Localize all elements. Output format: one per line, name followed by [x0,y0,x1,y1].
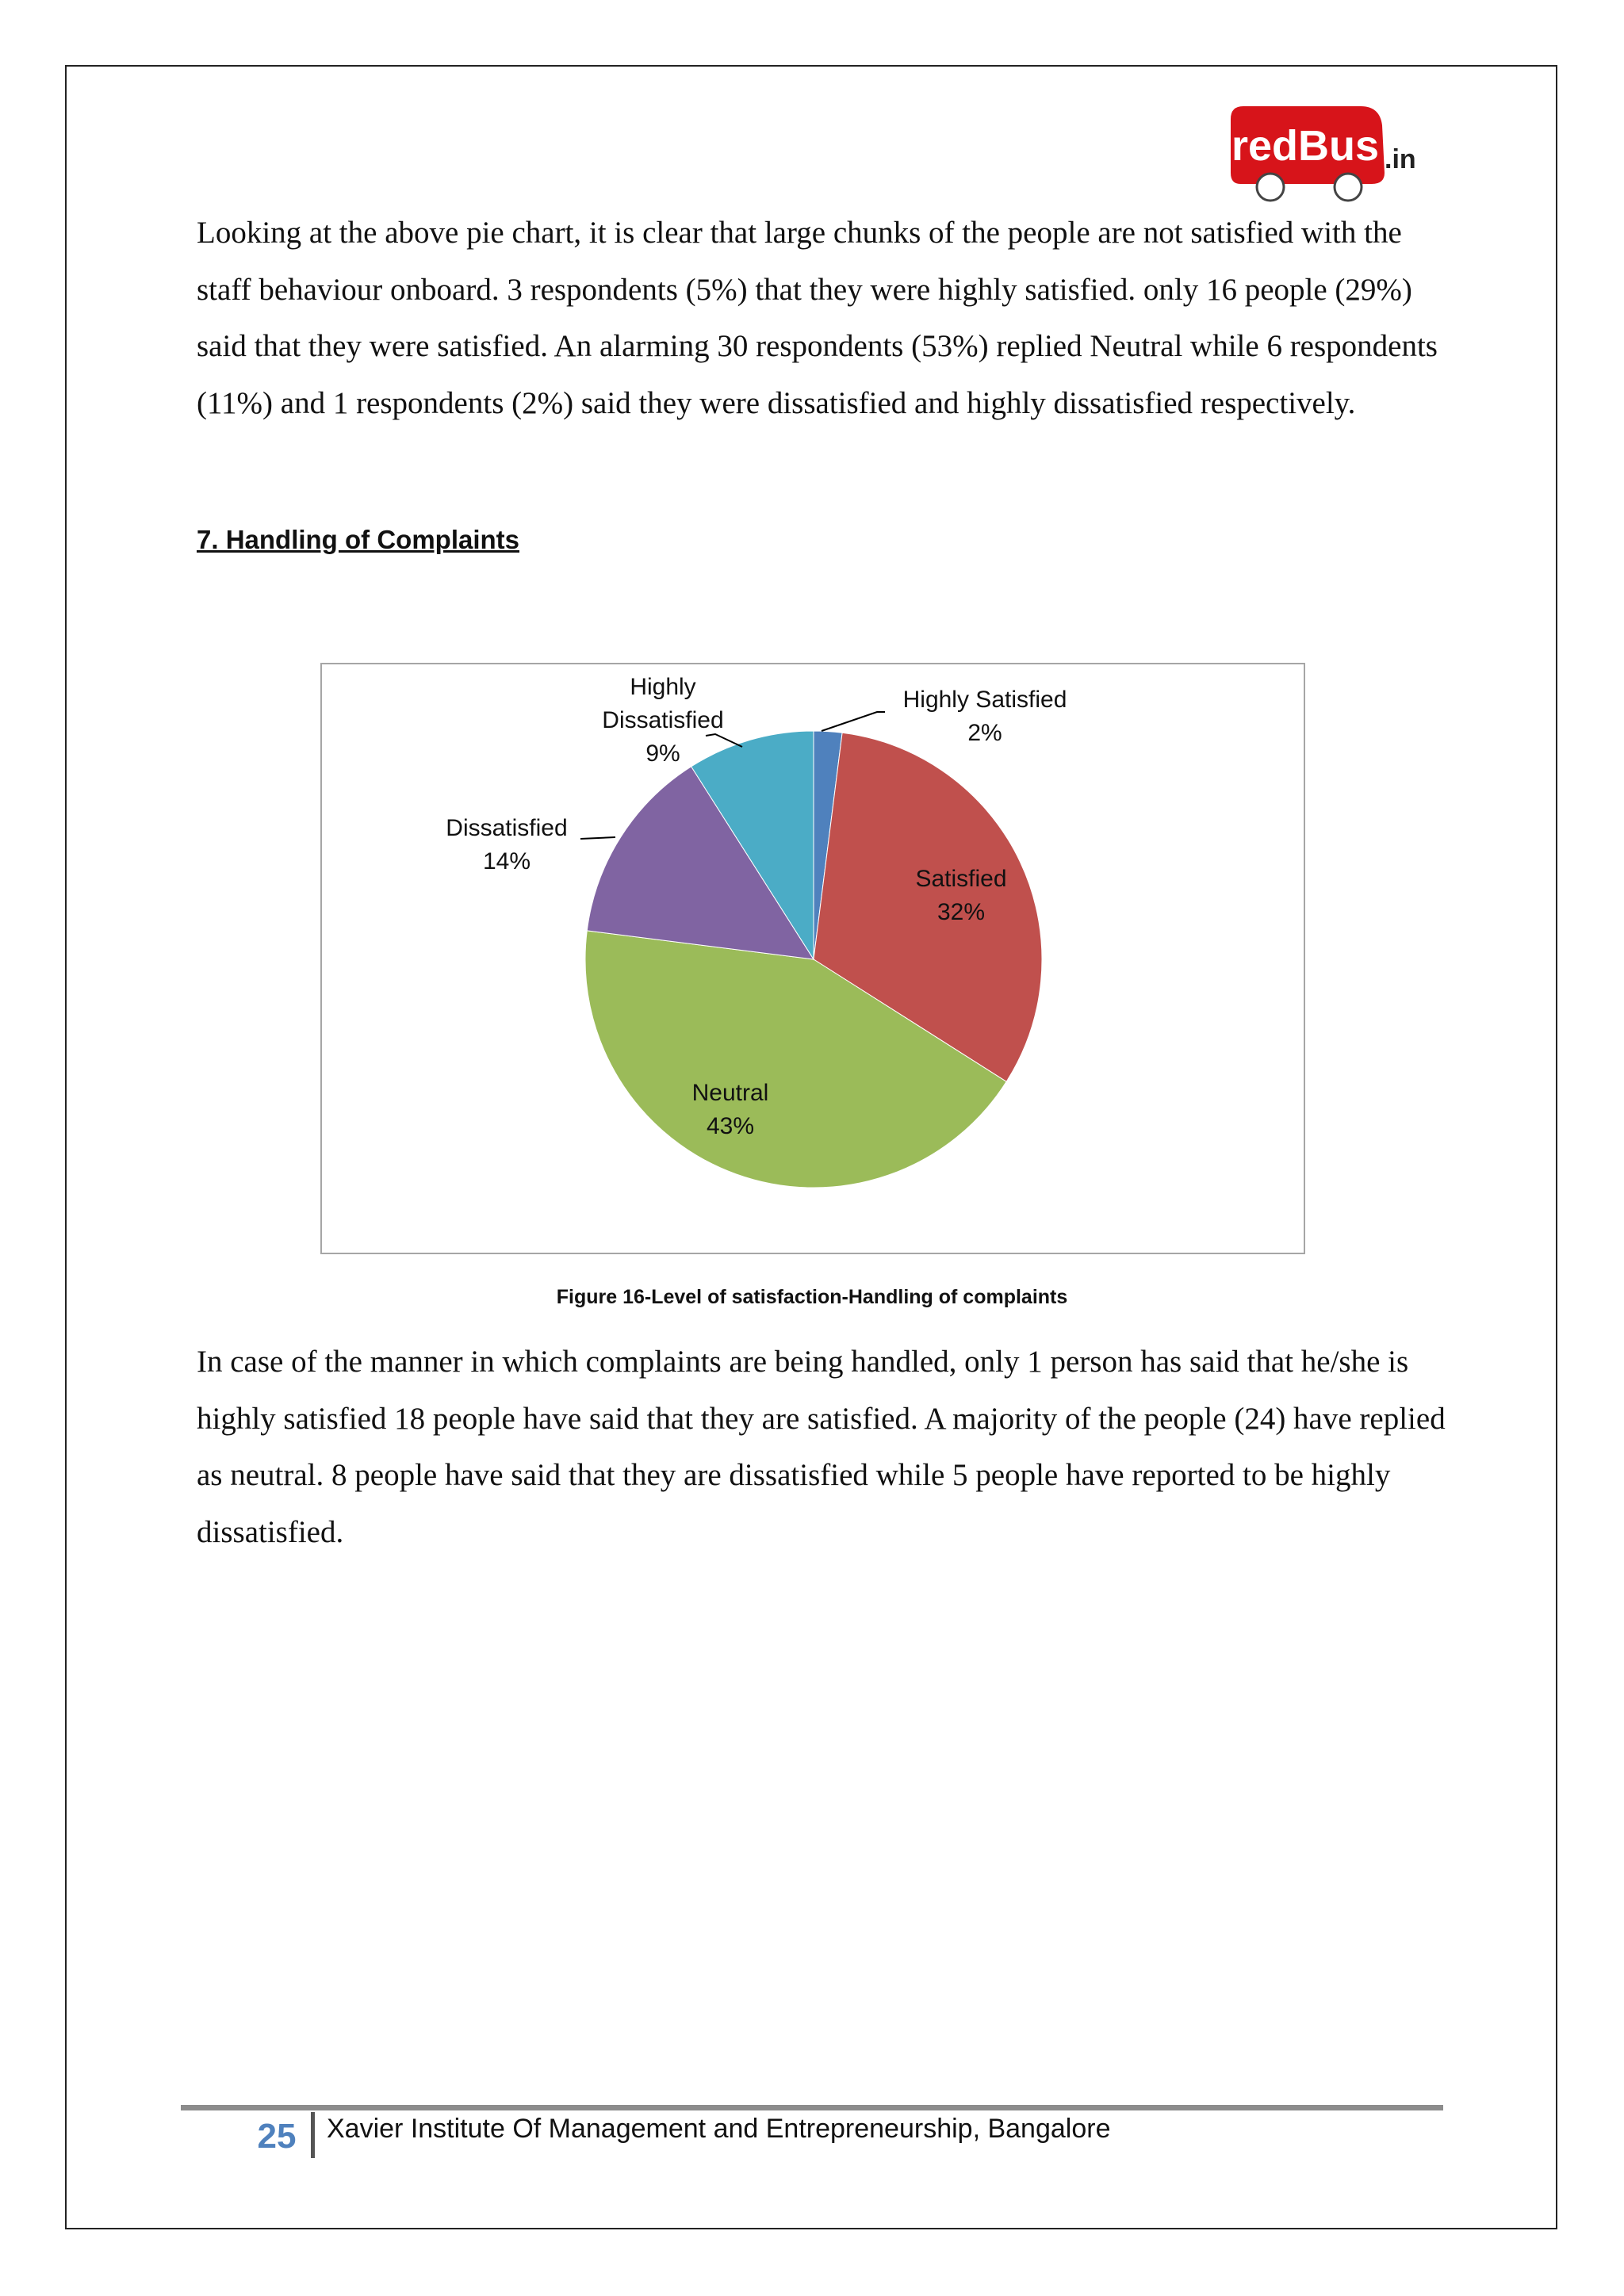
data-label-name-highly-dissatisfied: Highly [630,674,696,700]
logo-text: redBus [1231,122,1380,170]
footer-rule [181,2105,1443,2110]
leader-line-highly-dissatisfied [706,734,742,747]
body-paragraph-2: In case of the manner in which complaints are being handled, only 1 person has said that he/she is highly satisfied 18 people have said that they are satisfied. A majority of the people (24) have replied as neutral. 8 people have said that they are dissatisfied while 5 people have reported to be highly dissatisfied. [197,1345,1446,1549]
pie-chart [322,664,1304,1253]
data-label-name-highly-dissatisfied: Dissatisfied [602,707,724,733]
data-label-value-highly-dissatisfied: 9% [645,740,680,767]
data-label-value-dissatisfied: 14% [482,848,531,874]
footer-institution: Xavier Institute Of Management and Entrepreneurship, Bangalore [327,2114,1111,2144]
logo-wheel-rear [1335,174,1362,201]
data-label-name-dissatisfied: Dissatisfied [446,815,568,841]
logo-suffix: .in [1385,144,1416,174]
body-paragraph-1: Looking at the above pie chart, it is clear that large chunks of the people are not satisfied with the staff behaviour onboard. 3 respondents (5%) that they were highly satisfied. only 16 people (29%) said that they were satisfied. An alarming 30 respondents (53%) replied Neutral while 6 respondents (11%) and 1 respondents (2%) said they were dissatisfied and highly dissatisfied respectively. [197,216,1438,420]
data-label-name-satisfied: Satisfied [915,866,1007,892]
data-label-value-highly-satisfied: 2% [967,720,1002,746]
section-heading: 7. Handling of Complaints [197,525,520,554]
data-label-name-highly-satisfied: Highly Satisfied [902,687,1067,713]
logo-wheel-front [1257,174,1284,201]
redbus-logo [1221,101,1435,205]
data-label-value-neutral: 43% [706,1113,755,1139]
footer-separator [311,2112,315,2158]
leader-line-highly-satisfied [822,712,885,731]
figure-caption: Figure 16-Level of satisfaction-Handling of complaints [556,1286,1068,1308]
data-label-value-satisfied: 32% [936,899,986,925]
page-number: 25 [257,2117,297,2156]
pie-chart-frame [320,663,1305,1254]
data-label-name-neutral: Neutral [691,1080,769,1106]
leader-line-dissatisfied [580,837,615,839]
